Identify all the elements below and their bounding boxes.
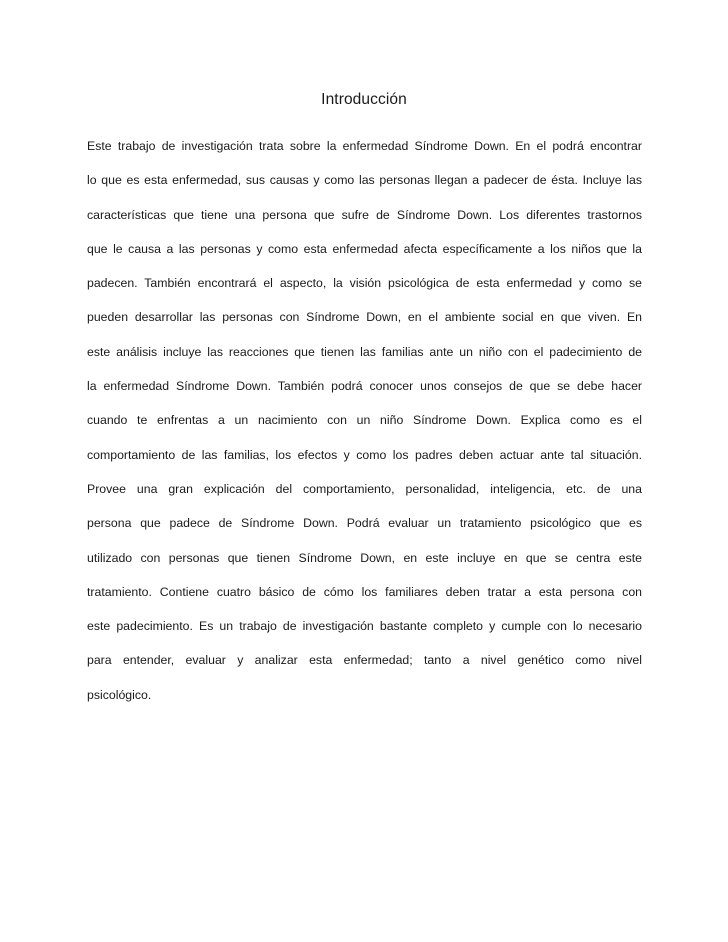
body-paragraph xyxy=(87,129,642,712)
paragraph-line: la enfermedad Síndrome Down. También podrá conocer unos consejos de que se debe hacer xyxy=(87,379,642,394)
paragraph-line: comportamiento de las familias, los efectos y como los padres deben actuar ante tal situación. xyxy=(87,447,642,462)
paragraph-line: Este trabajo de investigación trata sobre la enfermedad Síndrome Down. En el podrá encontrar xyxy=(87,139,642,153)
paragraph-line: para entender, evaluar y analizar esta enfermedad; tanto a nivel genético como nivel xyxy=(87,653,642,668)
paragraph-line: este padecimiento. Es un trabajo de investigación bastante completo y cumple con lo necesario xyxy=(87,619,642,634)
paragraph-line: lo que es esta enfermedad, sus causas y como las personas llegan a padecer de ésta. Incluye las xyxy=(87,173,642,188)
paragraph-line: padecen. También encontrará el aspecto, la visión psicológica de esta enfermedad y como se xyxy=(87,276,642,291)
paragraph-line: que le causa a las personas y como esta enfermedad afecta específicamente a los niños que la xyxy=(87,241,642,256)
page-title: Introducción xyxy=(321,91,407,108)
paragraph-line: tratamiento. Contiene cuatro básico de cómo los familiares deben tratar a esta persona con xyxy=(87,584,642,599)
paragraph-line: características que tiene una persona que sufre de Síndrome Down. Los diferentes trastornos xyxy=(87,207,642,222)
paragraph-line: cuando te enfrentas a un nacimiento con un niño Síndrome Down. Explica como es el xyxy=(87,413,642,428)
paragraph-line: este análisis incluye las reacciones que tienen las familias ante un niño con el padecimiento de xyxy=(87,344,642,359)
paragraph-line: psicológico. xyxy=(87,687,152,702)
paragraph-line: Provee una gran explicación del comportamiento, personalidad, inteligencia, etc. de una xyxy=(87,481,642,496)
paragraph-line: utilizado con personas que tienen Síndrome Down, en este incluye en que se centra este xyxy=(87,550,642,565)
paragraph-line: persona que padece de Síndrome Down. Podrá evaluar un tratamiento psicológico que es xyxy=(87,516,642,531)
paragraph-line: pueden desarrollar las personas con Síndrome Down, en el ambiente social en que viven. En xyxy=(87,310,642,325)
